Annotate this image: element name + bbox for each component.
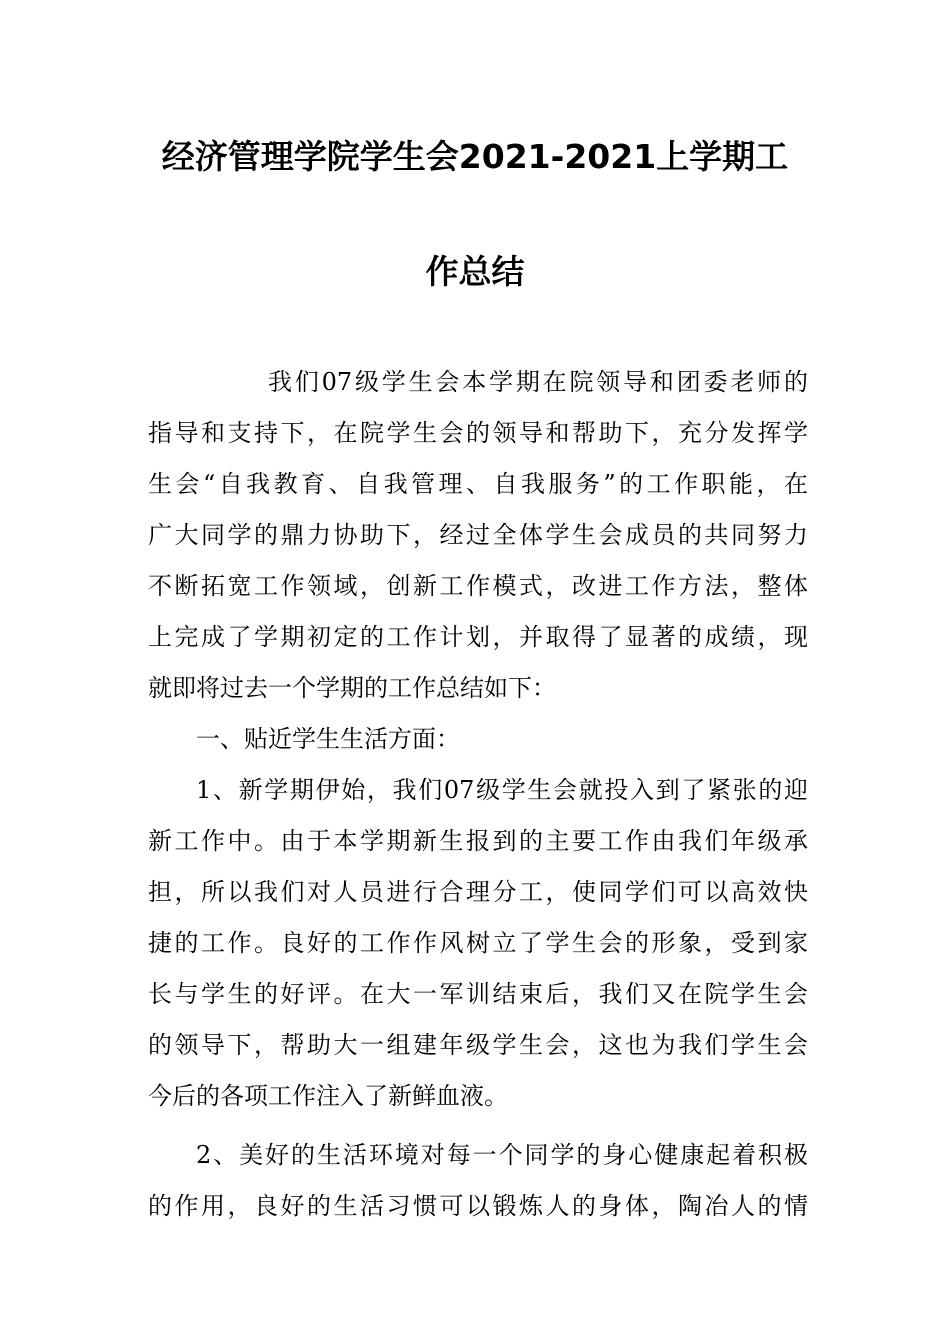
paragraph-item-1-line: 担，所以我们对人员进行合理分工，使同学们可以高效快 <box>148 878 808 906</box>
paragraph-item-2-line: 的作用，良好的生活习惯可以锻炼人的身体，陶冶人的情 <box>148 1192 808 1220</box>
paragraph-intro-line: 生会“自我教育、自我管理、自我服务”的工作职能，在 <box>148 470 808 498</box>
paragraph-intro-line: 广大同学的鼎力协助下，经过全体学生会成员的共同努力 <box>148 521 808 549</box>
document-title-line-2: 作总结 <box>425 252 525 291</box>
paragraph-intro-line: 指导和支持下，在院学生会的领导和帮助下，充分发挥学 <box>148 419 808 447</box>
paragraph-item-1-line: 捷的工作。良好的工作作风树立了学生会的形象，受到家 <box>148 929 808 957</box>
paragraph-item-1-line: 今后的各项工作注入了新鲜血液。 <box>148 1082 508 1110</box>
paragraph-intro-line: 上完成了学期初定的工作计划，并取得了显著的成绩，现 <box>148 623 808 651</box>
document-body <box>148 357 808 1232</box>
paragraph-item-1-line: 的领导下，帮助大一组建年级学生会，这也为我们学生会 <box>148 1031 808 1059</box>
document-title-line-1: 经济管理学院学生会2021-2021上学期工 <box>161 137 789 176</box>
paragraph-item-1-line: 1、新学期伊始，我们07级学生会就投入到了紧张的迎 <box>196 776 808 804</box>
paragraph-item-1-line: 长与学生的好评。在大一军训结束后，我们又在院学生会 <box>148 980 808 1008</box>
section-heading: 一、贴近学生生活方面： <box>196 725 460 753</box>
paragraph-intro-line: 我们07级学生会本学期在院领导和团委老师的 <box>268 368 808 396</box>
paragraph-intro-line: 就即将过去一个学期的工作总结如下： <box>148 674 556 702</box>
paragraph-item-1-line: 新工作中。由于本学期新生报到的主要工作由我们年级承 <box>148 827 808 855</box>
paragraph-item-2-line: 2、美好的生活环境对每一个同学的身心健康起着积极 <box>196 1141 808 1169</box>
paragraph-intro-line: 不断拓宽工作领域，创新工作模式，改进工作方法，整体 <box>148 572 808 600</box>
